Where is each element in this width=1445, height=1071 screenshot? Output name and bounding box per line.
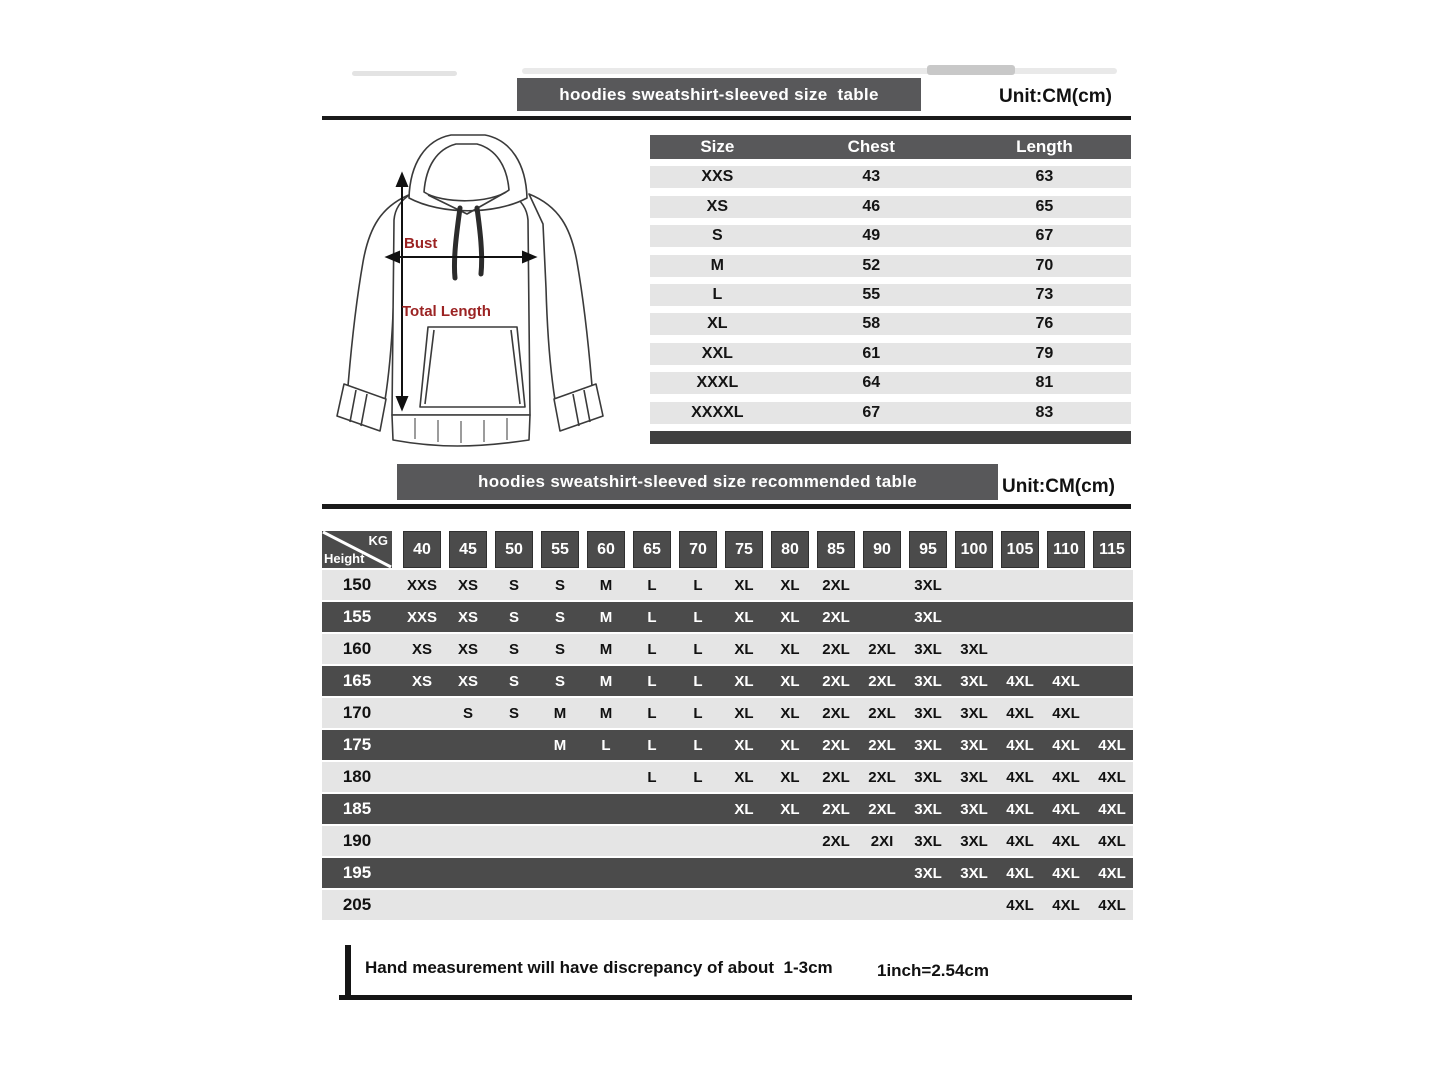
size-recommendation-cell: L — [693, 576, 703, 594]
size-recommendation-cell — [629, 858, 675, 888]
size-recommendation-cell — [721, 826, 767, 856]
corner-height-label: Height — [324, 551, 365, 566]
size-cell: XXL — [701, 344, 733, 362]
size-recommendation-cell: S — [554, 608, 565, 626]
size-recommendation-cell — [537, 826, 583, 856]
size-recommendation-cell — [767, 890, 813, 920]
size-recommendation-cell: S — [554, 576, 565, 594]
size-recommendation-cell — [445, 794, 491, 824]
size-recommendation-cell — [813, 890, 859, 920]
unit-label: Unit:CM(cm) — [999, 86, 1112, 107]
size-recommendation-cell — [905, 890, 951, 920]
size-recommendation-cell: 4XL — [1006, 800, 1034, 818]
row-spacer — [392, 570, 399, 600]
matrix-row — [322, 762, 1133, 792]
size-recommendation-cell: L — [693, 768, 703, 786]
size-recommendation-cell: XL — [780, 704, 800, 722]
size-recommendation-cell — [1089, 602, 1135, 632]
weight-column-header: 65 — [633, 531, 671, 568]
size-recommendation-cell — [997, 570, 1043, 600]
size-cell: XL — [707, 315, 728, 333]
size-recommendation-cell: 4XL — [1098, 832, 1126, 850]
size-recommendation-cell: M — [553, 704, 567, 722]
chest-cell: 55 — [862, 285, 881, 303]
row-spacer — [392, 666, 399, 696]
size-recommendation-cell — [721, 890, 767, 920]
size-recommendation-cell: 2XL — [868, 704, 896, 722]
size-recommendation-cell — [1043, 570, 1089, 600]
size-recommendation-cell: S — [508, 672, 519, 690]
size-table-row — [650, 225, 1131, 247]
height-row-label: 195 — [342, 863, 372, 882]
size-recommendation-cell — [583, 858, 629, 888]
size-recommendation-cell: 4XL — [1006, 768, 1034, 786]
size-recommendation-cell: XL — [734, 672, 754, 690]
size-recommendation-cell — [583, 890, 629, 920]
size-recommendation-cell — [859, 858, 905, 888]
size-recommendation-cell — [537, 794, 583, 824]
size-cell: S — [712, 227, 723, 245]
row-spacer — [392, 858, 399, 888]
chest-cell: 43 — [862, 168, 881, 186]
size-recommendation-cell: 3XL — [960, 672, 988, 690]
size-recommendation-cell: 2XL — [868, 640, 896, 658]
weight-column-header: 40 — [403, 531, 441, 568]
chest-cell: 58 — [862, 315, 881, 333]
size-table-row — [650, 402, 1131, 424]
size-recommendation-cell: 3XL — [914, 864, 942, 882]
size-recommendation-cell: 4XL — [1006, 896, 1034, 914]
size-recommendation-cell — [537, 762, 583, 792]
size-recommendation-cell — [399, 890, 445, 920]
weight-column-header: 75 — [725, 531, 763, 568]
length-cell: 83 — [1035, 403, 1054, 421]
size-recommendation-cell: 2XL — [868, 768, 896, 786]
size-recommendation-cell: XL — [780, 640, 800, 658]
size-recommendation-cell: 2XL — [822, 704, 850, 722]
size-recommendation-cell: XL — [734, 736, 754, 754]
height-row-label: 205 — [342, 895, 372, 914]
size-recommendation-cell — [399, 794, 445, 824]
size-table-row — [650, 313, 1131, 335]
weight-column-header: 90 — [863, 531, 901, 568]
size-recommendation-cell — [537, 890, 583, 920]
weight-column-header: 95 — [909, 531, 947, 568]
size-recommendation-cell: 4XL — [1052, 704, 1080, 722]
size-recommendation-cell: 4XL — [1006, 736, 1034, 754]
size-recommendation-cell: XS — [411, 640, 432, 658]
size-recommendation-cell: M — [553, 736, 567, 754]
weight-column-header: 110 — [1047, 531, 1085, 568]
weight-column-header: 85 — [817, 531, 855, 568]
scan-artifact — [352, 71, 457, 76]
matrix-row — [322, 730, 1133, 760]
matrix-row — [322, 794, 1133, 824]
size-recommendation-cell: XXS — [406, 576, 437, 594]
size-recommendation-cell — [767, 826, 813, 856]
size-recommendation-cell — [951, 602, 997, 632]
size-recommendation-cell: 4XL — [1052, 832, 1080, 850]
bust-label: Bust — [404, 235, 438, 252]
weight-column-header: 55 — [541, 531, 579, 568]
column-header-size: Size — [700, 137, 735, 156]
length-cell: 76 — [1035, 315, 1054, 333]
size-recommendation-cell: XL — [780, 768, 800, 786]
row-spacer — [392, 826, 399, 856]
row-spacer — [392, 730, 399, 760]
size-recommendation-cell — [675, 890, 721, 920]
size-recommendation-cell: 4XL — [1052, 768, 1080, 786]
scan-artifact — [927, 65, 1015, 75]
size-recommendation-cell — [1043, 602, 1089, 632]
size-recommendation-cell: 4XL — [1052, 896, 1080, 914]
size-recommendation-cell: XXS — [406, 608, 437, 626]
chest-cell: 52 — [862, 256, 881, 274]
size-recommendation-cell: S — [554, 640, 565, 658]
size-recommendation-cell: S — [508, 640, 519, 658]
matrix-row — [322, 570, 1133, 600]
size-recommendation-cell: XS — [457, 576, 478, 594]
size-recommendation-cell — [675, 826, 721, 856]
size-recommendation-cell: L — [647, 672, 657, 690]
kg-height-corner-cell — [322, 531, 392, 568]
size-recommendation-cell — [445, 730, 491, 760]
size-table-title: hoodies sweatshirt-sleeved size table — [517, 78, 921, 111]
size-recommendation-cell: 3XL — [960, 832, 988, 850]
size-recommendation-cell — [583, 762, 629, 792]
size-recommendation-cell: L — [693, 608, 703, 626]
size-recommendation-cell: 4XL — [1006, 832, 1034, 850]
size-recommendation-cell: 2XL — [868, 800, 896, 818]
size-recommendation-cell: XL — [780, 736, 800, 754]
size-recommendation-cell — [491, 730, 537, 760]
size-recommendation-cell — [859, 602, 905, 632]
size-recommendation-cell — [997, 602, 1043, 632]
size-recommendation-cell — [491, 794, 537, 824]
size-recommendation-cell — [399, 762, 445, 792]
size-recommendation-cell: XL — [780, 672, 800, 690]
size-recommendation-cell — [1089, 570, 1135, 600]
measurement-note: Hand measurement will have discrepancy of about 1-3cm — [365, 958, 833, 977]
row-spacer — [392, 794, 399, 824]
size-table-row — [650, 166, 1131, 188]
length-cell: 73 — [1035, 285, 1054, 303]
size-table-row — [650, 284, 1131, 306]
row-spacer — [392, 698, 399, 728]
size-recommendation-cell: 4XL — [1006, 864, 1034, 882]
size-recommendation-cell: XL — [734, 608, 754, 626]
height-row-label: 180 — [342, 767, 372, 786]
height-row-label: 175 — [342, 735, 372, 754]
size-recommendation-cell — [445, 890, 491, 920]
size-recommendation-cell: L — [647, 736, 657, 754]
size-recommendation-cell — [721, 858, 767, 888]
length-cell: 81 — [1035, 374, 1054, 392]
weight-column-header: 105 — [1001, 531, 1039, 568]
weight-column-header: 60 — [587, 531, 625, 568]
size-recommendation-cell — [399, 826, 445, 856]
weight-column-header: 80 — [771, 531, 809, 568]
size-recommendation-cell: 2XL — [822, 736, 850, 754]
matrix-row — [322, 602, 1133, 632]
size-recommendation-cell: XS — [457, 640, 478, 658]
height-row-label: 185 — [342, 799, 372, 818]
size-recommendation-cell: S — [508, 608, 519, 626]
size-table-bottom-bar — [650, 431, 1131, 444]
size-recommendation-cell: L — [647, 640, 657, 658]
height-row-label: 155 — [342, 607, 372, 626]
size-recommendation-cell: XL — [734, 576, 754, 594]
size-cell: M — [710, 256, 724, 274]
size-recommendation-cell — [491, 890, 537, 920]
size-table-row — [650, 255, 1131, 277]
size-recommendation-cell — [859, 890, 905, 920]
size-recommendation-cell: XL — [734, 768, 754, 786]
chest-cell: 46 — [862, 197, 881, 215]
size-recommendation-cell — [583, 826, 629, 856]
size-cell: XXXXL — [691, 403, 744, 421]
size-recommendation-cell — [1089, 698, 1135, 728]
size-recommendation-cell: 2XL — [822, 576, 850, 594]
height-row-label: 165 — [342, 671, 372, 690]
matrix-row — [322, 666, 1133, 696]
height-row-label: 190 — [342, 831, 372, 850]
size-recommendation-cell: 3XL — [914, 672, 942, 690]
size-recommendation-cell: 3XL — [914, 832, 942, 850]
matrix-row — [322, 858, 1133, 888]
size-recommendation-cell — [399, 698, 445, 728]
size-recommendation-cell — [491, 826, 537, 856]
size-recommendation-cell: 4XL — [1098, 768, 1126, 786]
size-recommendation-cell: XL — [734, 704, 754, 722]
size-table-row — [650, 343, 1131, 365]
chest-cell: 61 — [862, 344, 881, 362]
corner-kg-label: KG — [368, 533, 388, 548]
size-recommendation-cell: 2XL — [822, 768, 850, 786]
size-recommendation-cell: XS — [457, 608, 478, 626]
size-recommendation-cell — [491, 858, 537, 888]
size-recommendation-cell: 3XL — [960, 704, 988, 722]
footer-vertical-bar — [345, 945, 351, 998]
size-cell: XS — [706, 197, 728, 215]
size-recommendation-cell: L — [647, 768, 657, 786]
size-recommendation-cell: 4XL — [1006, 704, 1034, 722]
weight-column-header: 50 — [495, 531, 533, 568]
weight-column-header: 70 — [679, 531, 717, 568]
size-recommendation-cell: L — [647, 704, 657, 722]
size-recommendation-cell — [675, 858, 721, 888]
size-recommendation-cell: L — [693, 704, 703, 722]
size-recommendation-cell: XL — [780, 576, 800, 594]
size-recommendation-cell: XS — [411, 672, 432, 690]
chest-cell: 64 — [862, 374, 881, 392]
size-recommendation-cell — [399, 858, 445, 888]
size-recommendation-cell: L — [693, 640, 703, 658]
size-recommendation-cell: S — [462, 704, 473, 722]
unit-label: Unit:CM(cm) — [1002, 476, 1115, 497]
size-cell: XXS — [701, 168, 734, 186]
size-recommendation-cell: S — [508, 576, 519, 594]
size-recommendation-cell: 2XL — [822, 832, 850, 850]
row-spacer — [392, 602, 399, 632]
size-recommendation-cell: 3XL — [960, 768, 988, 786]
size-recommendation-cell: L — [693, 736, 703, 754]
size-recommendation-cell — [1089, 666, 1135, 696]
recommended-size-matrix — [322, 531, 1133, 920]
size-recommendation-cell: XL — [780, 608, 800, 626]
size-recommendation-cell — [537, 858, 583, 888]
recommended-table-title: hoodies sweatshirt-sleeved size recommended table — [397, 464, 998, 500]
size-recommendation-cell — [997, 634, 1043, 664]
inch-conversion-note: 1inch=2.54cm — [877, 961, 989, 980]
size-recommendation-cell: L — [647, 576, 657, 594]
height-row-label: 150 — [342, 575, 372, 594]
size-table-row — [650, 196, 1131, 218]
chest-cell: 67 — [862, 403, 881, 421]
row-spacer — [392, 762, 399, 792]
height-row-label: 170 — [342, 703, 372, 722]
size-recommendation-cell — [445, 762, 491, 792]
size-recommendation-cell: S — [508, 704, 519, 722]
size-recommendation-cell: 4XL — [1006, 672, 1034, 690]
column-header-chest: Chest — [847, 137, 895, 156]
matrix-row — [322, 698, 1133, 728]
size-cell: XXXL — [696, 374, 739, 392]
size-recommendation-cell: 2XI — [870, 832, 894, 850]
length-cell: 70 — [1035, 256, 1054, 274]
divider-line — [322, 116, 1131, 120]
size-cell: L — [712, 285, 723, 303]
size-recommendation-cell: 3XL — [914, 736, 942, 754]
size-recommendation-cell: 3XL — [914, 608, 942, 626]
column-header-length: Length — [1016, 137, 1073, 156]
size-recommendation-cell: 3XL — [914, 768, 942, 786]
size-recommendation-cell — [1089, 634, 1135, 664]
length-cell: 63 — [1035, 168, 1054, 186]
size-recommendation-cell — [767, 858, 813, 888]
size-recommendation-cell: 4XL — [1052, 864, 1080, 882]
size-recommendation-cell: 2XL — [868, 736, 896, 754]
size-recommendation-cell: 3XL — [960, 736, 988, 754]
scan-artifact — [522, 68, 1117, 74]
size-recommendation-cell: L — [693, 672, 703, 690]
weight-column-header: 115 — [1093, 531, 1131, 568]
hoodie-diagram — [325, 128, 615, 463]
size-recommendation-cell: 2XL — [822, 672, 850, 690]
size-recommendation-cell — [813, 858, 859, 888]
size-recommendation-cell — [445, 858, 491, 888]
size-recommendation-cell: M — [599, 576, 613, 594]
size-recommendation-cell: 2XL — [822, 608, 850, 626]
size-recommendation-cell: 3XL — [960, 800, 988, 818]
size-recommendation-cell: 2XL — [822, 640, 850, 658]
matrix-row — [322, 826, 1133, 856]
weight-column-header: 45 — [449, 531, 487, 568]
size-recommendation-cell — [675, 794, 721, 824]
size-recommendation-cell: S — [554, 672, 565, 690]
size-recommendation-cell: 4XL — [1098, 896, 1126, 914]
footer-bottom-line — [339, 995, 1132, 1000]
size-recommendation-cell: XS — [457, 672, 478, 690]
size-table — [650, 135, 1131, 444]
size-recommendation-cell — [951, 570, 997, 600]
size-recommendation-cell — [629, 794, 675, 824]
height-row-label: 160 — [342, 639, 372, 658]
size-recommendation-cell: 3XL — [960, 640, 988, 658]
size-recommendation-cell — [629, 826, 675, 856]
size-recommendation-cell — [859, 570, 905, 600]
size-recommendation-cell: XL — [734, 640, 754, 658]
size-recommendation-cell: 3XL — [960, 864, 988, 882]
length-cell: 79 — [1035, 344, 1054, 362]
size-recommendation-cell: 4XL — [1098, 800, 1126, 818]
size-recommendation-cell: 3XL — [914, 704, 942, 722]
matrix-weight-header — [399, 531, 1135, 568]
size-recommendation-cell — [445, 826, 491, 856]
size-recommendation-cell: 4XL — [1098, 736, 1126, 754]
size-recommendation-cell: 3XL — [914, 800, 942, 818]
size-recommendation-cell — [951, 890, 997, 920]
matrix-body — [322, 570, 1133, 920]
size-recommendation-cell — [583, 794, 629, 824]
size-recommendation-cell: 3XL — [914, 640, 942, 658]
size-recommendation-cell — [629, 890, 675, 920]
matrix-row — [322, 634, 1133, 664]
size-recommendation-cell: L — [601, 736, 611, 754]
size-recommendation-cell: 2XL — [822, 800, 850, 818]
size-recommendation-cell — [1043, 634, 1089, 664]
size-recommendation-cell: 4XL — [1052, 736, 1080, 754]
size-recommendation-cell: M — [599, 640, 613, 658]
weight-column-header: 100 — [955, 531, 993, 568]
size-table-header — [650, 135, 1131, 159]
size-recommendation-cell: XL — [734, 800, 754, 818]
total-length-label: Total Length — [402, 303, 491, 320]
size-recommendation-cell: XL — [780, 800, 800, 818]
size-table-body — [650, 166, 1131, 423]
length-cell: 67 — [1035, 227, 1054, 245]
chest-cell: 49 — [862, 227, 881, 245]
size-recommendation-cell: 2XL — [868, 672, 896, 690]
length-cell: 65 — [1035, 197, 1054, 215]
matrix-header — [322, 531, 1133, 568]
size-recommendation-cell: 4XL — [1052, 800, 1080, 818]
size-recommendation-cell — [399, 730, 445, 760]
row-spacer — [392, 634, 399, 664]
size-recommendation-cell: 3XL — [914, 576, 942, 594]
size-recommendation-cell — [491, 762, 537, 792]
size-recommendation-cell: M — [599, 672, 613, 690]
size-recommendation-cell: L — [647, 608, 657, 626]
size-recommendation-cell: M — [599, 608, 613, 626]
size-recommendation-cell: M — [599, 704, 613, 722]
divider-line — [322, 504, 1131, 509]
size-recommendation-cell: 4XL — [1098, 864, 1126, 882]
matrix-row — [322, 890, 1133, 920]
row-spacer — [392, 890, 399, 920]
size-recommendation-cell: 4XL — [1052, 672, 1080, 690]
size-table-row — [650, 372, 1131, 394]
